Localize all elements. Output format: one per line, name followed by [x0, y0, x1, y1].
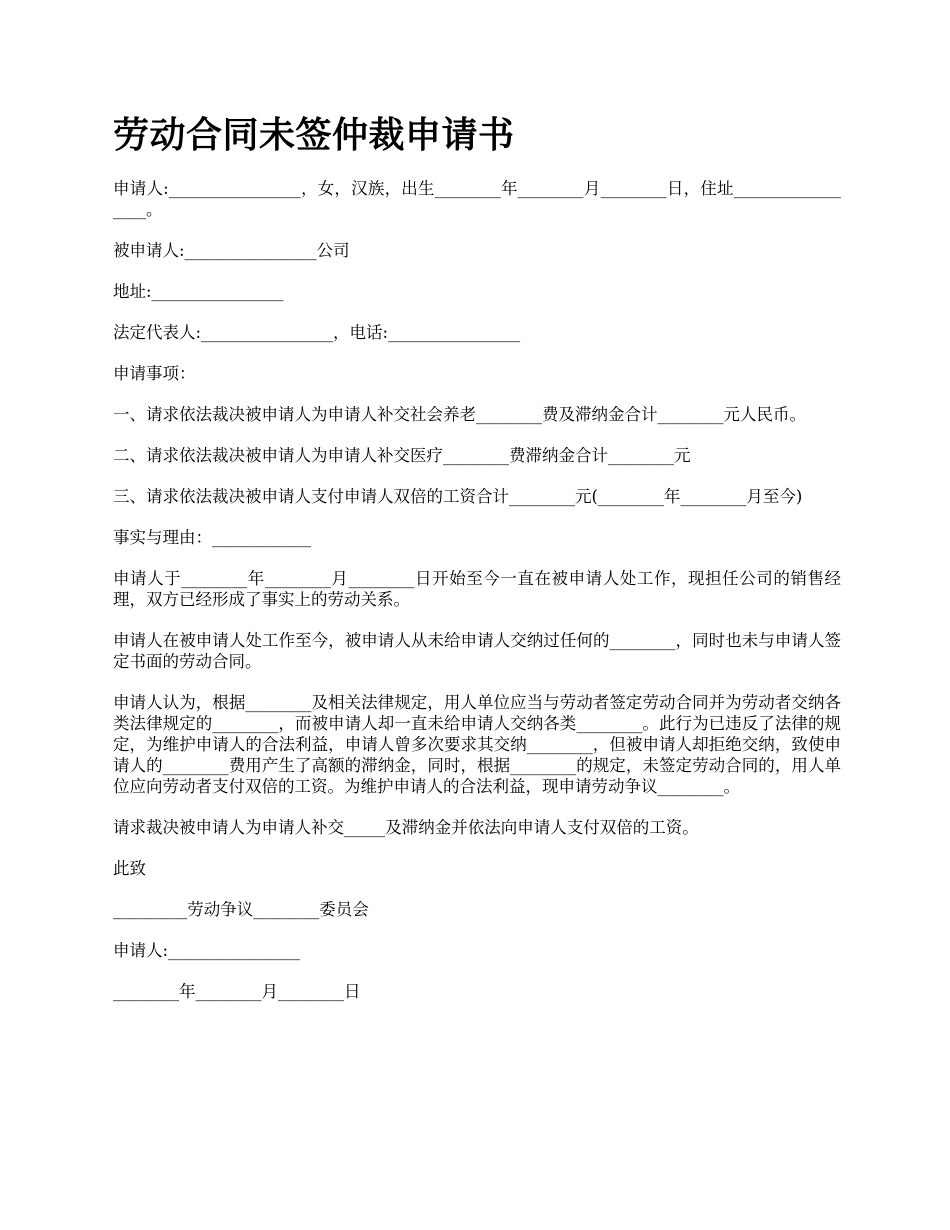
request-paragraph: 请求裁决被申请人为申请人补交_____及滞纳金并依法向申请人支付双倍的工资。 — [113, 818, 699, 837]
address-paragraph: 地址:________________ — [113, 282, 284, 301]
document-page — [113, 108, 841, 1022]
salutation: 此致 — [113, 859, 146, 878]
signature-line: 申请人:________________ — [113, 941, 301, 960]
facts-paragraph-1: 申请人于________年________月________日开始至今一直在被申请人处工作，现担任公司的销售经理，双方已经形成了事实上的劳动关系。 — [113, 569, 841, 609]
document-title: 劳动合同未签仲裁申请书 — [113, 115, 515, 156]
date-line: ________年________月________日 — [113, 982, 361, 1001]
claim-item-1: 一、请求依法裁决被申请人为申请人补交社会养老________费及滞纳金合计________元人民币。 — [113, 405, 806, 424]
facts-heading: 事实与理由：____________ — [113, 528, 311, 547]
claim-item-3: 三、请求依法裁决被申请人支付申请人双倍的工资合计________元(________年________月至今) — [113, 487, 803, 506]
applicant-info-paragraph: 申请人:________________，女，汉族，出生________年________月________日，住址_________________。 — [113, 179, 841, 219]
claims-heading: 申请事项： — [113, 364, 196, 383]
facts-paragraph-2: 申请人在被申请人处工作至今，被申请人从未给申请人交纳过任何的________，同时也未与申请人签定书面的劳动合同。 — [113, 631, 841, 671]
claim-item-2: 二、请求依法裁决被申请人为申请人补交医疗________费滞纳金合计________元 — [113, 446, 691, 465]
respondent-paragraph: 被申请人:________________公司 — [113, 241, 350, 260]
committee-line: _________劳动争议________委员会 — [113, 900, 369, 919]
facts-paragraph-3: 申请人认为，根据________及相关法律规定，用人单位应当与劳动者签定劳动合同并为劳动者交纳各类法律规定的________，而被申请人却一直未给申请人交纳各类________。此行为已违反了法律的规定，为维护申请人的合法利益，申请人曾多次要求其交纳________，但被申请人却拒绝交纳，致使申请人的________费用产生了高额的滞纳金，同时，根据________的规定，未签定劳动合同的，用人单位应向劳动者支付双倍的工资。为维护申请人的合法利益，现申请劳动争议________。 — [113, 693, 841, 796]
legal-representative-paragraph: 法定代表人:________________，电话:________________ — [113, 323, 521, 342]
